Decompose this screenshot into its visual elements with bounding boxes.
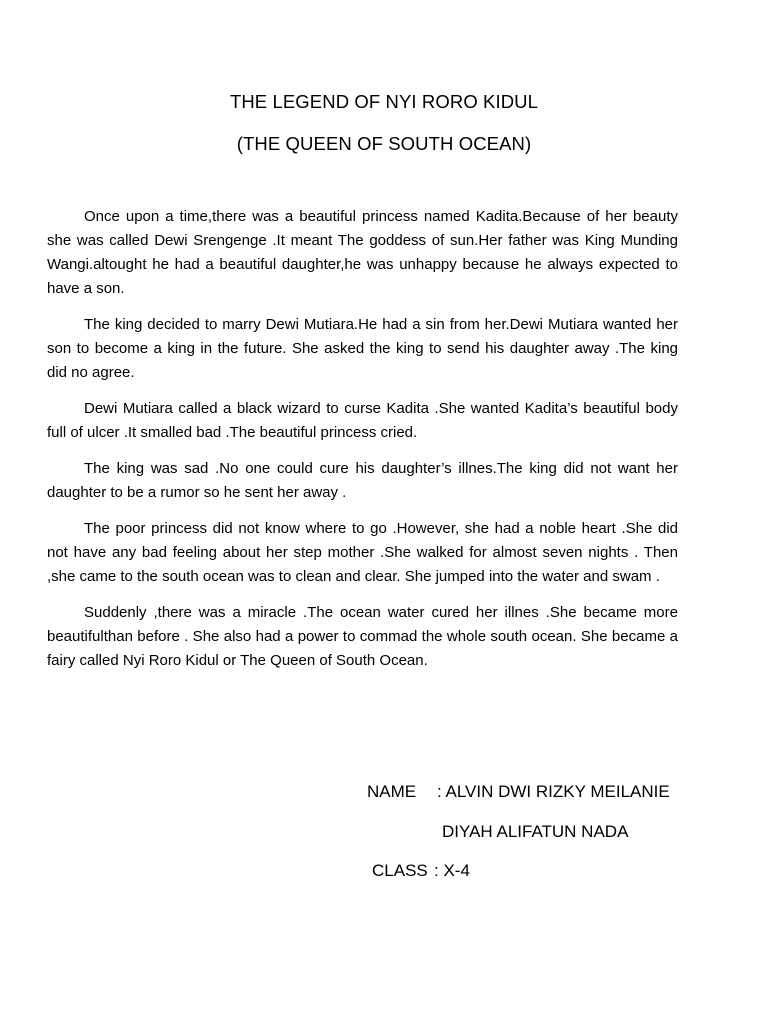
story-paragraph-3: Dewi Mutiara called a black wizard to curse Kadita .She wanted Kadita’s beautiful body full of ulcer .It smalled bad .The beautiful princess cried. bbox=[47, 400, 678, 441]
document-title: THE LEGEND OF NYI RORO KIDUL bbox=[229, 91, 539, 112]
story-paragraph-1: Once upon a time,there was a beautiful princess named Kadita.Because of her beauty she was called Dewi Srengenge .It meant The goddess of sun.Her father was King Munding Wangi.altought he had a beautiful daughter,he was unhappy because he always expected to have a son. bbox=[47, 208, 678, 297]
name-value-2: DIYAH ALIFATUN NADA bbox=[442, 822, 629, 841]
class-label: CLASS bbox=[372, 861, 428, 880]
document-subtitle: (THE QUEEN OF SOUTH OCEAN) bbox=[236, 133, 532, 154]
story-paragraph-4: The king was sad .No one could cure his daughter’s illnes.The king did not want her daughter to be a rumor so he sent her away . bbox=[47, 460, 678, 501]
class-row bbox=[372, 861, 470, 881]
name-row bbox=[367, 782, 670, 802]
name-label: NAME bbox=[367, 782, 417, 801]
story-paragraph-5: The poor princess did not know where to go .However, she had a noble heart .She did not have any bad feeling about her step mother .She walked for almost seven nights . Then ,she came to the south ocean was to clean and clear. She jumped into the water and swam . bbox=[47, 520, 678, 585]
name-value: : ALVIN DWI RIZKY MEILANIE bbox=[437, 782, 670, 801]
story-paragraph-6: Suddenly ,there was a miracle .The ocean water cured her illnes .She became more beautifulthan before . She also had a power to commad the whole south ocean. She became a fairy called Nyi Roro Kidul or The Queen of South Ocean. bbox=[47, 604, 678, 669]
class-value: : X-4 bbox=[434, 861, 470, 880]
story-paragraph-2: The king decided to marry Dewi Mutiara.He had a sin from her.Dewi Mutiara wanted her son to become a king in the future. She asked the king to send his daughter away .The king did no agree. bbox=[47, 316, 678, 381]
story-body bbox=[47, 205, 678, 685]
